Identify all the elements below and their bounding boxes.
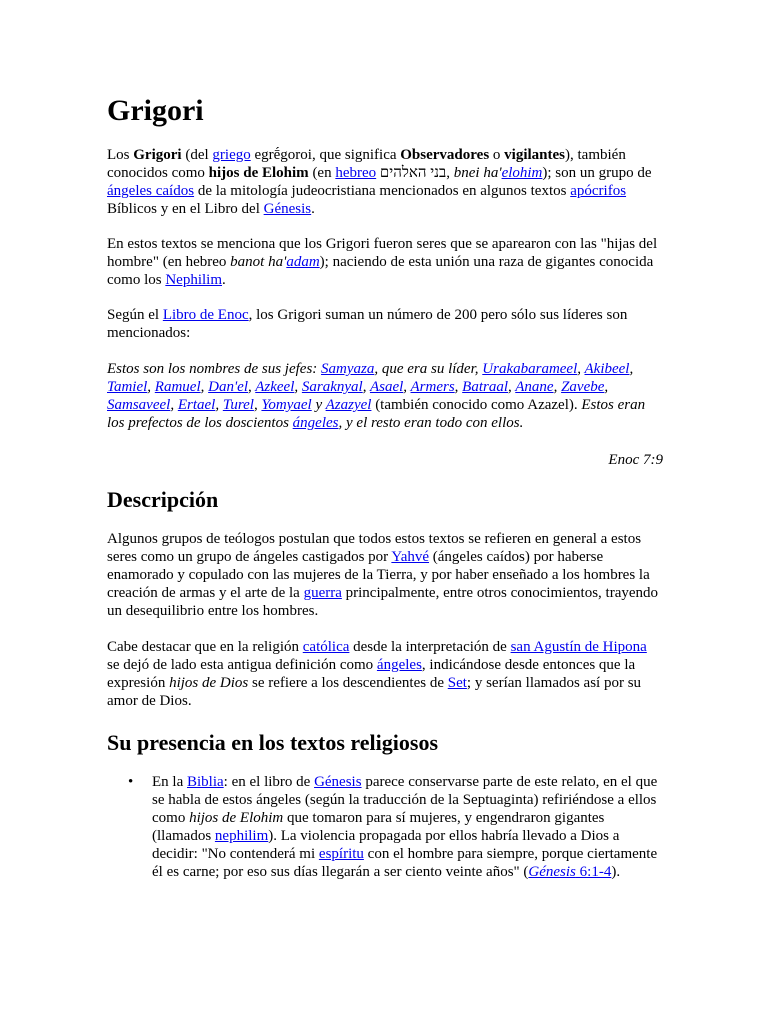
text: : en el libro de <box>223 774 315 790</box>
text: se dejó de lado esta antigua definición como <box>107 657 377 673</box>
text: parece conservarse parte de este relato, en el que se habla de estos ángeles (según la traducción de la Septuaginta) refiriéndose a ellos como <box>152 774 658 826</box>
link-hebreo[interactable]: hebreo <box>335 165 377 181</box>
link-azazyel[interactable]: Azazyel <box>325 397 372 413</box>
link-biblia[interactable]: Biblia <box>187 774 224 790</box>
text: Los <box>107 147 134 163</box>
link-yahve[interactable]: Yahvé <box>391 549 430 565</box>
text: Estos son los nombres de sus jefes: <box>107 361 322 377</box>
bold-term: hijos de Elohim <box>208 165 309 181</box>
separator: , <box>629 361 634 377</box>
link-name-turel[interactable]: Turel <box>222 397 254 413</box>
separator: , <box>253 397 262 413</box>
text: . <box>311 201 315 217</box>
italic-text: bnei ha' <box>453 165 502 181</box>
separator: , <box>200 379 209 395</box>
link-name-batraal[interactable]: Batraal <box>462 379 509 395</box>
link-name-yomyael[interactable]: Yomyael <box>261 397 312 413</box>
heading-presencia: Su presencia en los textos religiosos <box>107 730 439 755</box>
text: En la <box>152 774 187 790</box>
bold-term: Observadores <box>400 147 490 163</box>
link-name-samsaveel[interactable]: Samsaveel <box>107 397 171 413</box>
text: (ángeles caídos) por haberse enamorado y copulado con las mujeres de la Tierra, y por haber enseñado a los hombres la creación de armas y el arte de la <box>107 549 650 601</box>
text: En estos textos se menciona que los Grigori fueron seres que se aparearon con las "hijas del hombre" (en hebreo <box>107 236 658 270</box>
text: desde la interpretación de <box>349 639 511 655</box>
page-title: Grigori <box>107 94 204 127</box>
link-name-ramuel[interactable]: Ramuel <box>154 379 201 395</box>
text: Cabe destacar que en la religión <box>107 639 303 655</box>
link-elohim[interactable]: elohim <box>501 165 543 181</box>
bullet-icon: • <box>128 774 134 790</box>
text: principalmente, entre otros conocimientos, trayendo un desequilibrio entre los hombres. <box>107 585 659 619</box>
text: (en <box>308 165 336 181</box>
separator: , <box>294 379 302 395</box>
text: , indicándose desde entonces que la expresión <box>107 657 636 691</box>
link-apocrifos[interactable]: apócrifos <box>570 183 627 199</box>
separator: , <box>170 397 178 413</box>
text: Según el <box>107 307 163 323</box>
text: (del <box>181 147 213 163</box>
text: con el hombre para siempre, porque ciertamente él es carne; por eso sus días llegarán a ser ciento veinte años" ( <box>152 846 658 880</box>
link-part: 6:1-4 <box>575 864 612 880</box>
paragraph-descripcion-2 <box>107 638 663 710</box>
text: ). <box>611 864 621 880</box>
text: se refiere a los descendientes de <box>248 675 448 691</box>
separator: , <box>508 379 516 395</box>
paragraph-descripcion-1 <box>107 530 663 620</box>
text: Algunos grupos de teólogos postulan que todos estos textos se refieren en general a estos seres como un grupo de ángeles castigados por <box>107 531 642 565</box>
link-name-ertael[interactable]: Ertael <box>177 397 216 413</box>
enoch-quote <box>107 360 663 432</box>
text: , y el resto eran todo con ellos. <box>338 415 524 431</box>
link-set[interactable]: Set <box>447 675 467 691</box>
link-guerra[interactable]: guerra <box>303 585 342 601</box>
intro-paragraph <box>107 146 663 218</box>
link-name-akibeel[interactable]: Akibeel <box>584 361 630 377</box>
italic-text: banot ha' <box>230 254 287 270</box>
separator: , <box>454 379 463 395</box>
text: y <box>311 397 326 413</box>
text: , que era su líder, <box>374 361 483 377</box>
link-griego[interactable]: griego <box>212 147 251 163</box>
text: ); son un grupo de <box>542 165 652 181</box>
link-nephilim-list[interactable]: nephilim <box>214 828 269 844</box>
text: ); naciendo de esta unión una raza de gigantes conocida como los <box>107 254 654 288</box>
separator: , <box>248 379 256 395</box>
bullet-list <box>107 773 663 881</box>
link-name-saraknyal[interactable]: Saraknyal <box>301 379 363 395</box>
text: egrḗgoroi, que significa <box>250 147 401 163</box>
separator: , <box>147 379 155 395</box>
separator: , <box>577 361 585 377</box>
separator: , <box>215 397 223 413</box>
text: o <box>489 147 505 163</box>
citation: Enoc 7:9 <box>608 452 663 468</box>
link-genesis[interactable]: Génesis <box>263 201 312 217</box>
link-angeles-caidos[interactable]: ángeles caídos <box>107 183 195 199</box>
link-san-agustin[interactable]: san Agustín de Hipona <box>510 639 647 655</box>
list-item <box>107 773 663 881</box>
bold-term: Grigori <box>133 147 182 163</box>
link-libro-de-enoc[interactable]: Libro de Enoc <box>162 307 249 323</box>
link-genesis-6-1-4[interactable] <box>528 864 611 880</box>
heading-descripcion: Descripción <box>107 487 219 512</box>
link-angeles-quote[interactable]: ángeles <box>292 415 339 431</box>
link-angeles[interactable]: ángeles <box>376 657 422 673</box>
link-name-urakabarameel[interactable]: Urakabarameel <box>482 361 578 377</box>
link-nephilim[interactable]: Nephilim <box>165 272 223 288</box>
link-name-armers[interactable]: Armers <box>410 379 455 395</box>
separator: , <box>604 379 609 395</box>
link-name-tamiel[interactable]: Tamiel <box>107 379 148 395</box>
text: ; y serían llamados así por su amor de Dios. <box>107 675 642 709</box>
text: ). La violencia propagada por ellos habría llevado a Dios a decidir: "No contenderá mi <box>152 828 620 862</box>
link-adam[interactable]: adam <box>286 254 320 270</box>
link-name-anane[interactable]: Anane <box>515 379 554 395</box>
link-genesis-libro[interactable]: Génesis <box>314 774 362 790</box>
bold-term: vigilantes <box>504 147 565 163</box>
text: . <box>222 272 226 288</box>
paragraph-hijas-del-hombre <box>107 235 663 289</box>
link-part: Génesis <box>528 864 576 880</box>
text: בני האלהים, <box>376 165 454 181</box>
text: ), también conocidos como <box>107 147 626 181</box>
italic-text: hijos de Elohim <box>189 810 284 826</box>
link-catolica[interactable]: católica <box>302 639 350 655</box>
link-name-asael[interactable]: Asael <box>369 379 404 395</box>
text: que tomaron para sí mujeres, y engendraron gigantes (llamados <box>152 810 605 844</box>
text: Bíblicos y en el Libro del <box>107 201 264 217</box>
link-samyaza[interactable]: Samyaza <box>321 361 375 377</box>
link-name-zavebe[interactable]: Zavebe <box>561 379 605 395</box>
paragraph-libro-enoc <box>107 306 663 342</box>
text: Estos eran los prefectos de los doscientos <box>107 397 646 431</box>
italic-text: hijos de Dios <box>169 675 249 691</box>
text: , los Grigori suman un número de 200 pero sólo sus líderes son mencionados: <box>107 307 628 341</box>
text: (también conocido como Azazel). <box>371 397 582 413</box>
link-espiritu[interactable]: espíritu <box>318 846 364 862</box>
link-name-azkeel[interactable]: Azkeel <box>255 379 295 395</box>
separator: , <box>403 379 411 395</box>
text: de la mitología judeocristiana mencionados en algunos textos <box>194 183 571 199</box>
separator: , <box>553 379 562 395</box>
separator: , <box>362 379 370 395</box>
link-name-dan-el[interactable]: Dan'el <box>208 379 248 395</box>
